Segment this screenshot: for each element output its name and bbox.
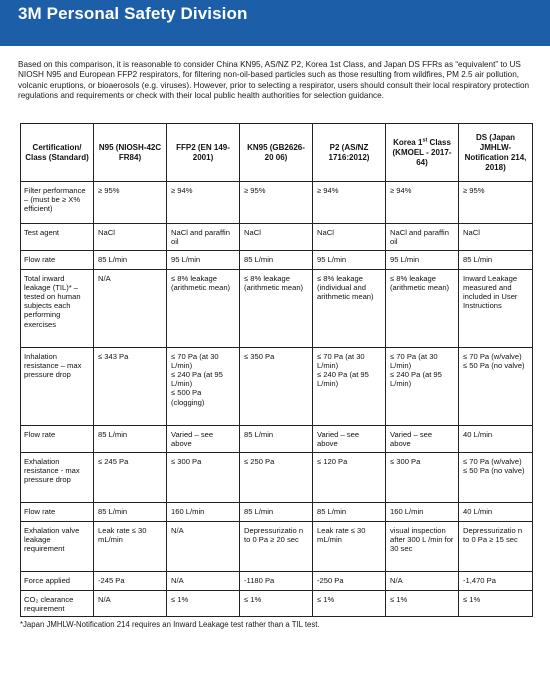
table-cell: visual inspection after 300 L /min for 30 sec (386, 521, 459, 571)
table-cell: NaCl (240, 223, 313, 250)
table-cell: N/A (94, 590, 167, 616)
table-cell: -1,470 Pa (459, 571, 533, 590)
table-row (21, 269, 533, 347)
table-cell: Varied – see above (386, 425, 459, 452)
table-cell: N/A (167, 521, 240, 571)
row-label: Force applied (21, 571, 94, 590)
header-cell: FFP2 (EN 149-2001) (167, 123, 240, 181)
table-cell: 95 L/min (386, 250, 459, 269)
table-row (21, 347, 533, 425)
table-row (21, 425, 533, 452)
table-cell: ≤ 1% (167, 590, 240, 616)
table-cell: ≤ 250 Pa (240, 452, 313, 502)
table-cell: Depressurizatio n to 0 Pa ≥ 15 sec (459, 521, 533, 571)
row-label: Total inward leakage (TIL)* – tested on human subjects each performing exercises (21, 269, 94, 347)
table-cell: ≤ 343 Pa (94, 347, 167, 425)
table-cell: ≤ 70 Pa (w/valve) ≤ 50 Pa (no valve) (459, 347, 533, 425)
row-label: Flow rate (21, 425, 94, 452)
footnote: *Japan JMHLW-Notification 214 requires an Inward Leakage test rather than a TIL test. (20, 620, 320, 630)
table-cell: 85 L/min (94, 502, 167, 521)
row-label: Exhalation resistance - max pressure drop (21, 452, 94, 502)
table-cell: Depressurizatio n to 0 Pa ≥ 20 sec (240, 521, 313, 571)
table-cell: ≤ 1% (459, 590, 533, 616)
table-row (21, 502, 533, 521)
header-banner (0, 0, 550, 46)
row-label: Test agent (21, 223, 94, 250)
table-cell: NaCl and paraffin oil (167, 223, 240, 250)
table-cell: NaCl (459, 223, 533, 250)
table-cell: 95 L/min (167, 250, 240, 269)
table-cell: 85 L/min (240, 250, 313, 269)
table-cell: NaCl (313, 223, 386, 250)
table-cell: ≤ 70 Pa (at 30 L/min) ≤ 240 Pa (at 95 L/min) ≤ 500 Pa (clogging) (167, 347, 240, 425)
table-cell: ≤ 8% leakage (arithmetic mean) (167, 269, 240, 347)
table-cell: Varied – see above (167, 425, 240, 452)
header-korea-rest: Class (KMOEL - 2017-64) (392, 137, 452, 167)
table-cell: 160 L/min (386, 502, 459, 521)
header-cell: Certification/ Class (Standard) (21, 123, 94, 181)
table-cell: 85 L/min (313, 502, 386, 521)
row-label: Filter performance – (must be ≥ X% efficient) (21, 181, 94, 223)
table-cell: ≥ 94% (313, 181, 386, 223)
table-cell: ≤ 8% leakage (arithmetic mean) (386, 269, 459, 347)
page-title: 3M Personal Safety Division (18, 4, 248, 23)
table-row (21, 250, 533, 269)
row-label: Exhalation valve leakage requirement (21, 521, 94, 571)
row-label: CO₂ clearance requirement (21, 590, 94, 616)
table-cell: 85 L/min (459, 250, 533, 269)
table-cell: ≤ 1% (313, 590, 386, 616)
table-cell: ≥ 94% (386, 181, 459, 223)
table-cell: 40 L/min (459, 502, 533, 521)
table-cell: N/A (386, 571, 459, 590)
table-cell: N/A (167, 571, 240, 590)
table-cell: 40 L/min (459, 425, 533, 452)
table-cell: NaCl (94, 223, 167, 250)
table-cell: 160 L/min (167, 502, 240, 521)
table-cell: -1180 Pa (240, 571, 313, 590)
table-cell: ≥ 94% (167, 181, 240, 223)
table-cell: ≤ 120 Pa (313, 452, 386, 502)
table-cell: 85 L/min (240, 425, 313, 452)
table-cell: ≤ 1% (240, 590, 313, 616)
table-cell: -250 Pa (313, 571, 386, 590)
table-cell: ≤ 350 Pa (240, 347, 313, 425)
table-cell: Varied – see above (313, 425, 386, 452)
table-body (21, 181, 533, 616)
table-cell: ≤ 245 Pa (94, 452, 167, 502)
table-cell: NaCl and paraffin oil (386, 223, 459, 250)
header-korea-text: Korea 1 (393, 137, 423, 147)
table-cell: ≤ 70 Pa (w/valve) ≤ 50 Pa (no valve) (459, 452, 533, 502)
table-cell: ≥ 95% (240, 181, 313, 223)
table-cell: 85 L/min (94, 250, 167, 269)
header-cell: P2 (AS/NZ 1716:2012) (313, 123, 386, 181)
table-cell: -245 Pa (94, 571, 167, 590)
header-cell-korea (386, 123, 459, 181)
table-row (21, 181, 533, 223)
table-cell: ≤ 8% leakage (individual and arithmetic mean) (313, 269, 386, 347)
header-cell: DS (Japan JMHLW-Notification 214, 2018) (459, 123, 533, 181)
header-korea-sup: st (422, 136, 428, 143)
row-label: Inhalation resistance – max pressure drop (21, 347, 94, 425)
table-cell: ≤ 70 Pa (at 30 L/min) ≤ 240 Pa (at 95 L/min) (386, 347, 459, 425)
table-cell: Inward Leakage measured and included in User Instructions (459, 269, 533, 347)
table-cell: 85 L/min (240, 502, 313, 521)
table-cell: ≤ 8% leakage (arithmetic mean) (240, 269, 313, 347)
table-row (21, 452, 533, 502)
table-header-row (21, 123, 533, 181)
header-cell: KN95 (GB2626-20 06) (240, 123, 313, 181)
table-cell: 95 L/min (313, 250, 386, 269)
table-cell: ≥ 95% (459, 181, 533, 223)
table-row (21, 521, 533, 571)
row-label: Flow rate (21, 502, 94, 521)
table-cell: ≥ 95% (94, 181, 167, 223)
intro-paragraph: Based on this comparison, it is reasonable to consider China KN95, AS/NZ P2, Korea 1st Class, and Japan DS FFRs as “equivalent” to US NIOSH N95 and European FFP2 respirators, for filtering non-oil-based particles such as those resulting from wildfires, PM 2.5 air pollution, volcanic eruptions, or bioaerosols (e.g. viruses). However, prior to selecting a respirator, users should consult their local respiratory protection regulations and requirements or check with their local public health authorities for selection guidance. (18, 60, 530, 101)
table-cell: Leak rate ≤ 30 mL/min (94, 521, 167, 571)
table-cell: N/A (94, 269, 167, 347)
header-cell: N95 (NIOSH-42C FR84) (94, 123, 167, 181)
comparison-table (20, 123, 533, 617)
table-row (21, 571, 533, 590)
table-cell: ≤ 70 Pa (at 30 L/min) ≤ 240 Pa (at 95 L/min) (313, 347, 386, 425)
table-row (21, 590, 533, 616)
row-label: Flow rate (21, 250, 94, 269)
table-cell: 85 L/min (94, 425, 167, 452)
table-row (21, 223, 533, 250)
table-cell: ≤ 1% (386, 590, 459, 616)
table-cell: Leak rate ≤ 30 mL/min (313, 521, 386, 571)
table-cell: ≤ 300 Pa (386, 452, 459, 502)
table-cell: ≤ 300 Pa (167, 452, 240, 502)
